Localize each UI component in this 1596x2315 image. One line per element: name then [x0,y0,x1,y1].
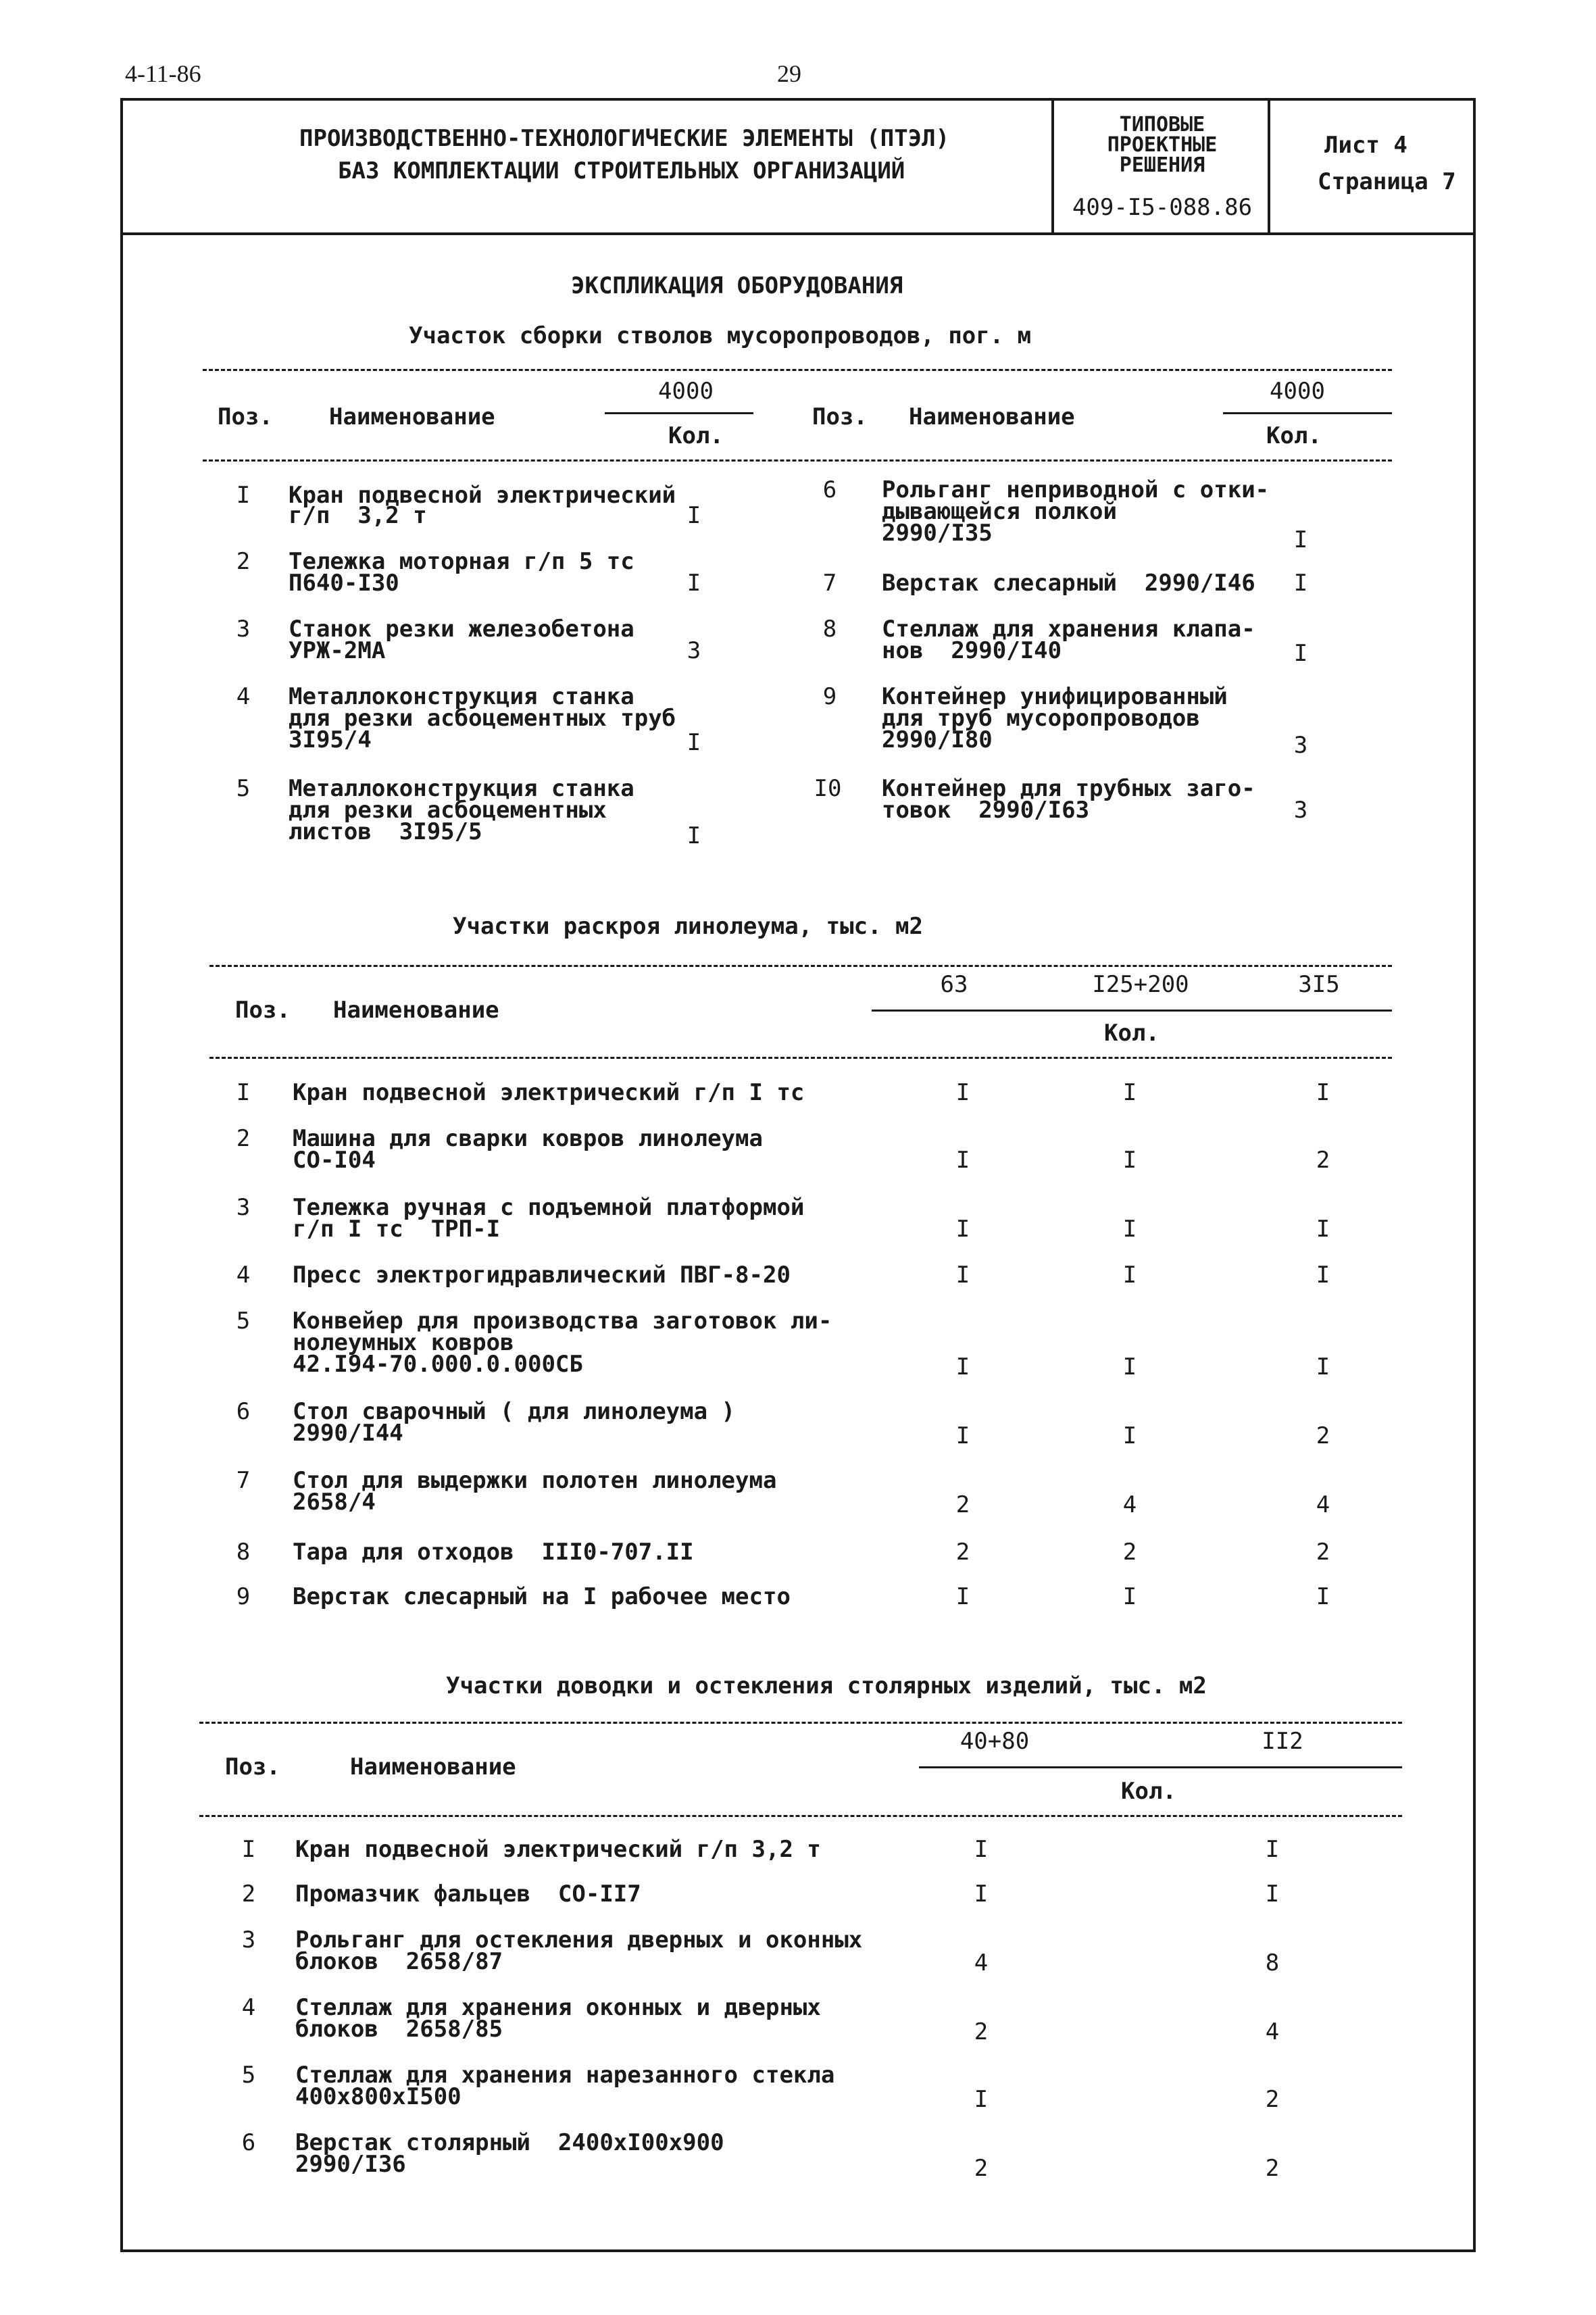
row-name-line: Верстак столярный 2400хI00х900 [295,2129,724,2156]
series-line-3: РЕШЕНИЯ [1119,153,1205,177]
row-name-line: нов 2990/I40 [882,637,1062,664]
row-qty: 4 [1316,1491,1330,1518]
row-name-line: Конвейер для производства заготовок ли- [293,1308,832,1335]
table1-right-col-pos: Поз. [812,403,868,430]
page-label: Страница 7 [1318,168,1456,195]
row-qty: I [974,1836,989,1863]
row-qty: I [955,1583,970,1610]
row-qty: I [1122,1147,1137,1174]
equipment-heading: ЭКСПЛИКАЦИЯ ОБОРУДОВАНИЯ [571,272,903,299]
row-name-line: П640-I30 [289,570,399,597]
row-name-line: УРЖ-2МА [289,637,386,664]
row-pos: 8 [236,1539,251,1566]
row-name-line: Верстак слесарный на I рабочее место [293,1583,791,1610]
row-qty: I [955,1216,970,1243]
row-qty: 4 [1122,1491,1137,1518]
row-qty: I [1122,1583,1137,1610]
row-pos: I [241,1836,256,1863]
row-name-line: нолеумных ковров [293,1329,514,1356]
row-name-line: Станок резки железобетона [289,616,634,643]
table1-right-col-name: Наименование [909,403,1075,430]
row-name-line: Тележка моторная г/п 5 тс [289,548,634,575]
table3-col-qty: Кол. [1121,1778,1176,1805]
row-name-line: Стол для выдержки полотен линолеума [293,1467,777,1494]
title-block-separator-2 [1268,98,1270,233]
row-qty: I [687,822,701,849]
row-qty: 2 [955,1491,970,1518]
row-qty: 3 [687,637,701,664]
table3-col-value-2: II2 [1262,1728,1303,1755]
row-name-line: Тара для отходов III0-707.II [293,1539,694,1566]
row-name-line: 2990/I80 [882,726,993,753]
row-name-line: листов 3I95/5 [289,818,482,845]
page-number: 29 [777,60,801,87]
row-qty: I [1122,1422,1137,1449]
table1-left-subrule [605,412,753,414]
row-name-line: 3I95/4 [289,726,372,753]
row-qty: I [687,570,701,597]
row-qty: I [1293,570,1308,597]
table2-col-value-3: 3I5 [1298,971,1340,998]
row-qty: I [955,1147,970,1174]
row-qty: I [1316,1079,1330,1106]
row-qty: 2 [955,1539,970,1566]
row-pos: I [236,482,251,509]
row-name-line: блоков 2658/87 [295,1948,503,1975]
row-name-line: 42.I94-70.000.0.000СБ [293,1351,583,1378]
row-pos: 4 [241,1994,256,2021]
table2-top-rule [209,965,1392,967]
title-line-2: БАЗ КОМПЛЕКТАЦИИ СТРОИТЕЛЬНЫХ ОРГАНИЗАЦИЙ [338,157,905,184]
row-qty: I [687,502,701,529]
table1-right-subrule [1223,412,1392,414]
row-name-line: Стол сварочный ( для линолеума ) [293,1398,736,1425]
row-qty: 2 [1122,1539,1137,1566]
row-pos: I0 [814,775,842,802]
table1-left-col-name: Наименование [329,403,495,430]
row-pos: 3 [236,1194,251,1221]
row-qty: I [1122,1079,1137,1106]
row-qty: I [974,2086,989,2113]
row-name-line: Кран подвесной электрический г/п 3,2 т [295,1836,821,1863]
row-qty: I [955,1422,970,1449]
row-qty: I [1265,1836,1280,1863]
table2-col-qty: Кол. [1104,1020,1159,1047]
row-name-line: СО-I04 [293,1147,376,1174]
row-pos: 5 [241,2062,256,2089]
row-name-line: 400х800хI500 [295,2083,462,2110]
row-pos: 6 [822,476,837,503]
row-qty: I [1316,1583,1330,1610]
row-name-line: для резки асбоцементных труб [289,705,676,732]
table1-right-col-qty: Кол. [1266,422,1322,449]
table1-header-rule [203,459,1392,462]
row-pos: 5 [236,775,251,802]
table3-header-rule [199,1815,1402,1817]
table3-col-value-1: 40+80 [959,1728,1030,1755]
table2-header-rule [209,1057,1392,1059]
row-qty: I [955,1262,970,1289]
row-pos: 8 [822,616,837,643]
row-pos: 5 [236,1308,251,1335]
row-name-line: Стеллаж для хранения нарезанного стекла [295,2062,835,2089]
series-line-2: ПРОЕКТНЫЕ [1107,133,1218,157]
row-name-line: дывающейся полкой [882,498,1117,525]
row-pos: 6 [236,1398,251,1425]
row-qty: I [687,729,701,756]
series-code: 409-I5-088.86 [1072,194,1253,221]
row-pos: 7 [822,570,837,597]
table2-subrule [872,1010,1392,1012]
row-qty: 3 [1293,797,1308,824]
table2-col-name: Наименование [333,997,499,1024]
row-name-line: 2990/I36 [295,2151,406,2178]
row-name-line: Тележка ручная с подъемной платформой [293,1194,805,1221]
table3-top-rule [199,1722,1402,1724]
table1-top-rule [203,369,1392,371]
row-pos: 4 [236,1262,251,1289]
row-qty: 4 [974,1949,989,1976]
row-name-line: 2990/I44 [293,1420,403,1447]
row-qty: I [1122,1262,1137,1289]
row-name-line: Контейнер унифицированный [882,683,1228,710]
row-qty: I [1122,1353,1137,1380]
table2-caption: Участки раскроя линолеума, тыс. м2 [453,913,923,940]
row-pos: 3 [241,1926,256,1953]
document-date: 4-11-86 [125,60,201,87]
row-name-line: 2658/4 [293,1489,376,1516]
title-block-divider [120,232,1476,235]
row-name-line: 2990/I35 [882,520,993,547]
row-name-line: для труб мусоропроводов [882,705,1200,732]
row-qty: I [1293,640,1308,667]
row-pos: I [236,1079,251,1106]
table2-col-pos: Поз. [235,997,291,1024]
row-qty: 2 [1316,1539,1330,1566]
table3-caption: Участки доводки и остекления столярных изделий, тыс. м2 [446,1672,1207,1699]
row-name-line: Стеллаж для хранения клапа- [882,616,1255,643]
title-block-separator-1 [1051,98,1054,233]
table3-subrule [919,1766,1402,1768]
title-line-1: ПРОИЗВОДСТВЕННО-ТЕХНОЛОГИЧЕСКИЕ ЭЛЕМЕНТЫ (ПТЭЛ) [299,125,950,152]
table2-col-value-1: 63 [940,971,968,998]
row-name-line: блоков 2658/85 [295,2016,503,2043]
row-qty: 2 [1265,2155,1280,2182]
row-name-line: г/п 3,2 т [289,502,427,529]
row-qty: I [1316,1353,1330,1380]
row-pos: 2 [241,1881,256,1908]
row-name-line: товок 2990/I63 [882,797,1090,824]
row-pos: 2 [236,548,251,575]
row-name-line: Пресс электрогидравлический ПВГ-8-20 [293,1262,791,1289]
row-qty: I [1122,1216,1137,1243]
row-qty: I [1316,1262,1330,1289]
row-qty: I [955,1079,970,1106]
row-qty: I [974,1881,989,1908]
row-name-line: г/п I тс ТРП-I [293,1216,501,1243]
row-qty: 2 [1316,1422,1330,1449]
row-pos: 7 [236,1467,251,1494]
row-pos: 4 [236,683,251,710]
row-qty: I [955,1353,970,1380]
row-name-line: Контейнер для трубных заго- [882,775,1255,802]
row-qty: 2 [1265,2086,1280,2113]
table1-left-col-value: 4000 [658,378,714,405]
table3-col-name: Наименование [350,1753,516,1781]
row-qty: 4 [1265,2018,1280,2045]
row-name-line: Металлоконструкция станка [289,683,634,710]
table1-caption: Участок сборки стволов мусоропроводов, пог. м [409,322,1032,349]
row-pos: 9 [822,683,837,710]
row-name-line: Промазчик фальцев СО-II7 [295,1881,641,1908]
row-pos: 2 [236,1125,251,1152]
table3-col-pos: Поз. [225,1753,280,1781]
row-pos: 3 [236,616,251,643]
table2-col-value-2: I25+200 [1092,971,1189,998]
table1-left-col-pos: Поз. [218,403,273,430]
row-pos: 9 [236,1583,251,1610]
table1-right-col-value: 4000 [1270,378,1325,405]
row-qty: 3 [1293,732,1308,759]
row-qty: I [1265,1881,1280,1908]
row-name-line: Рольганг неприводной с отки- [882,476,1270,503]
row-qty: 2 [974,2018,989,2045]
row-qty: I [1293,526,1308,553]
row-name-line: Машина для сварки ковров линолеума [293,1125,763,1152]
row-pos: 6 [241,2129,256,2156]
row-qty: 2 [1316,1147,1330,1174]
row-qty: 2 [974,2155,989,2182]
row-qty: I [1316,1216,1330,1243]
row-name-line: Стеллаж для хранения оконных и дверных [295,1994,821,2021]
series-line-1: ТИПОВЫЕ [1119,113,1205,136]
row-name-line: Кран подвесной электрический г/п I тс [293,1079,805,1106]
row-qty: 8 [1265,1949,1280,1976]
row-name-line: Верстак слесарный 2990/I46 [882,570,1255,597]
row-name-line: Кран подвесной электрический [289,482,676,509]
row-name-line: Металлоконструкция станка [289,775,634,802]
row-name-line: Рольганг для остекления дверных и оконных [295,1926,863,1953]
row-name-line: для резки асбоцементных [289,797,607,824]
table1-left-col-qty: Кол. [668,422,724,449]
sheet-number: Лист 4 [1324,132,1407,159]
